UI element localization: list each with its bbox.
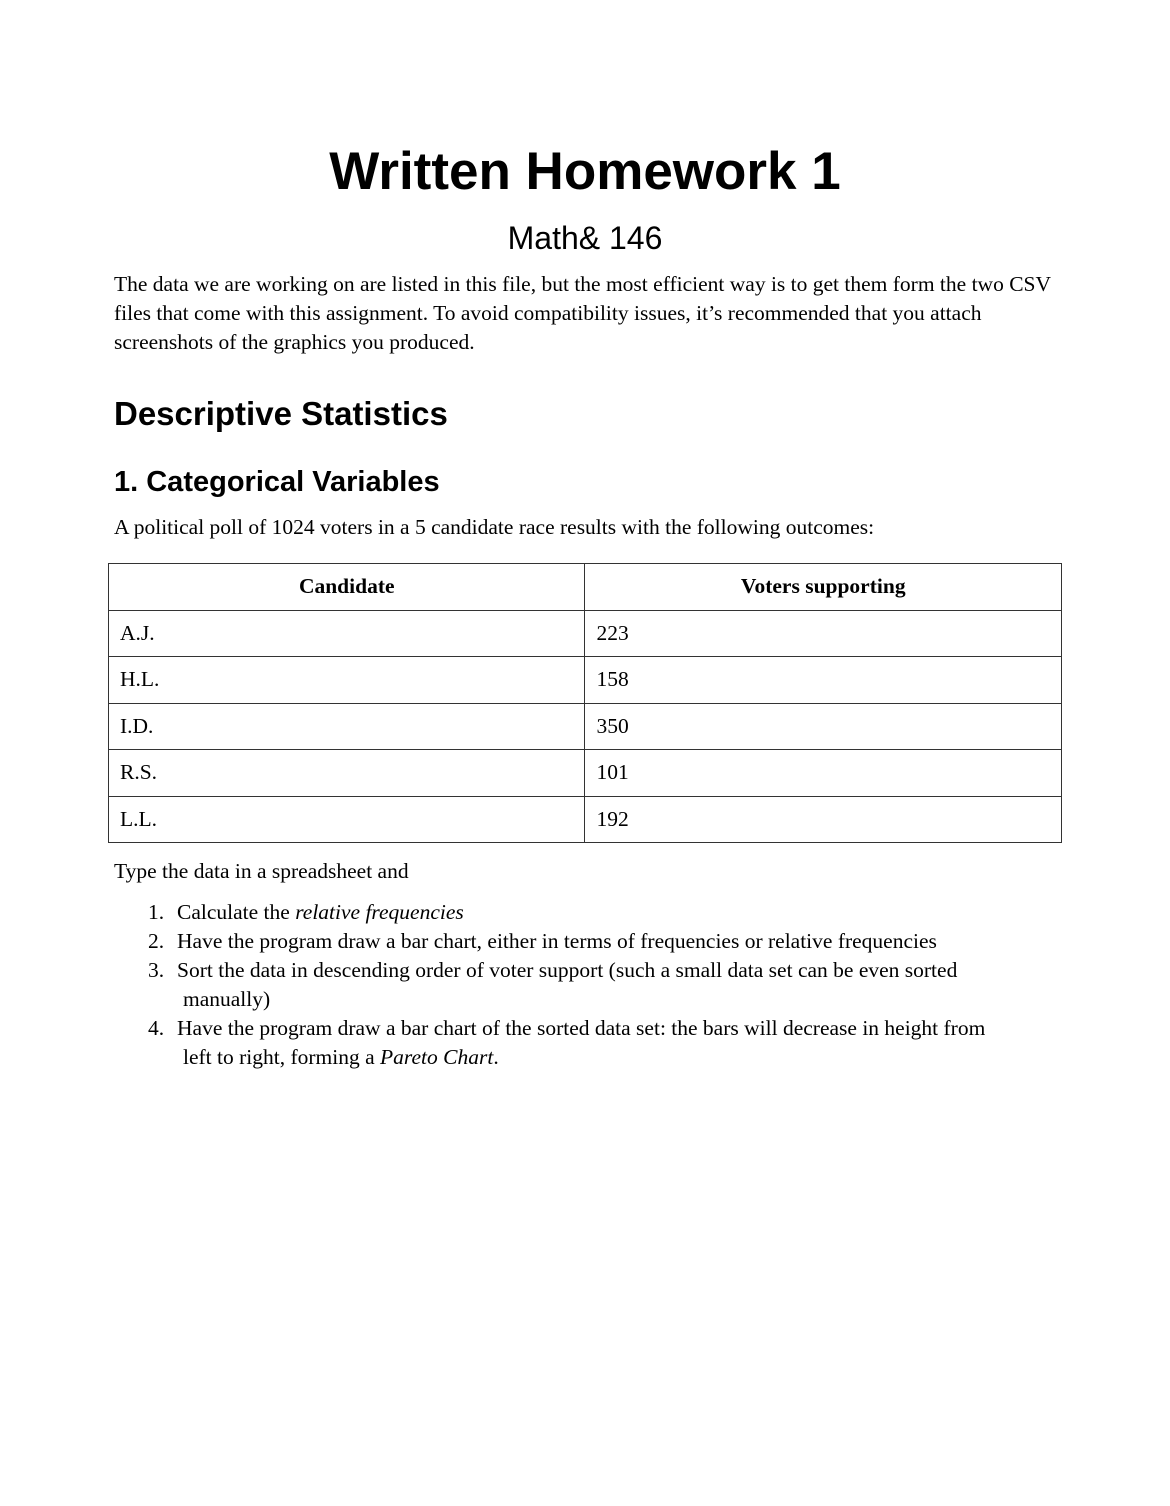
section-heading: Descriptive Statistics <box>114 395 448 432</box>
table-row <box>109 610 1062 657</box>
header-candidate: Candidate <box>109 564 585 611</box>
task-text: . <box>493 1045 499 1069</box>
document-title: Written Homework 1 <box>329 142 841 201</box>
voters-cell: 350 <box>585 703 1062 750</box>
task-text-continued <box>177 1043 1048 1072</box>
list-number: 2. <box>148 929 165 953</box>
list-item <box>148 1014 1048 1072</box>
voters-cell: 158 <box>585 657 1062 704</box>
voters-cell: 101 <box>585 750 1062 797</box>
table-row <box>109 703 1062 750</box>
table-header-row <box>109 564 1062 611</box>
task-emphasis: Pareto Chart <box>380 1045 494 1069</box>
task-emphasis: relative frequencies <box>295 900 464 924</box>
candidate-cell: R.S. <box>109 750 585 797</box>
task-text-continued: manually) <box>183 987 271 1011</box>
list-item <box>148 898 1048 927</box>
task-text: Calculate the <box>177 900 296 924</box>
list-item <box>148 956 1048 1014</box>
candidate-cell: A.J. <box>109 610 585 657</box>
list-number: 1. <box>148 900 165 924</box>
intro-paragraph: The data we are working on are listed in this file, but the most efficient way is to get them form the two CSV files that come with this assignment. To avoid compatibility issues, it’s recommended that you attach screenshots of the graphics you produced. <box>114 272 1051 354</box>
table-row <box>109 657 1062 704</box>
task-list <box>148 898 1048 1072</box>
subsection-heading: 1. Categorical Variables <box>114 466 440 498</box>
candidate-cell: H.L. <box>109 657 585 704</box>
document-subtitle: Math& 146 <box>507 220 663 256</box>
task-text: Have the program draw a bar chart, either in terms of frequencies or relative frequencies <box>177 929 937 953</box>
list-number: 4. <box>148 1016 165 1040</box>
task-text: left to right, forming a <box>183 1045 381 1069</box>
task-text: Have the program draw a bar chart of the sorted data set: the bars will decrease in height from <box>177 1016 986 1040</box>
candidate-cell: L.L. <box>109 796 585 843</box>
table-row <box>109 796 1062 843</box>
poll-results-table <box>108 563 1062 843</box>
list-item <box>148 927 1048 956</box>
task-text: Sort the data in descending order of voter support (such a small data set can be even sorted <box>177 958 958 982</box>
table-row <box>109 750 1062 797</box>
instructions-lead: Type the data in a spreadsheet and <box>114 859 409 883</box>
list-number: 3. <box>148 958 165 982</box>
voters-cell: 192 <box>585 796 1062 843</box>
candidate-cell: I.D. <box>109 703 585 750</box>
voters-cell: 223 <box>585 610 1062 657</box>
header-voters-supporting: Voters supporting <box>585 564 1062 611</box>
poll-description: A political poll of 1024 voters in a 5 candidate race results with the following outcomes: <box>114 515 875 539</box>
